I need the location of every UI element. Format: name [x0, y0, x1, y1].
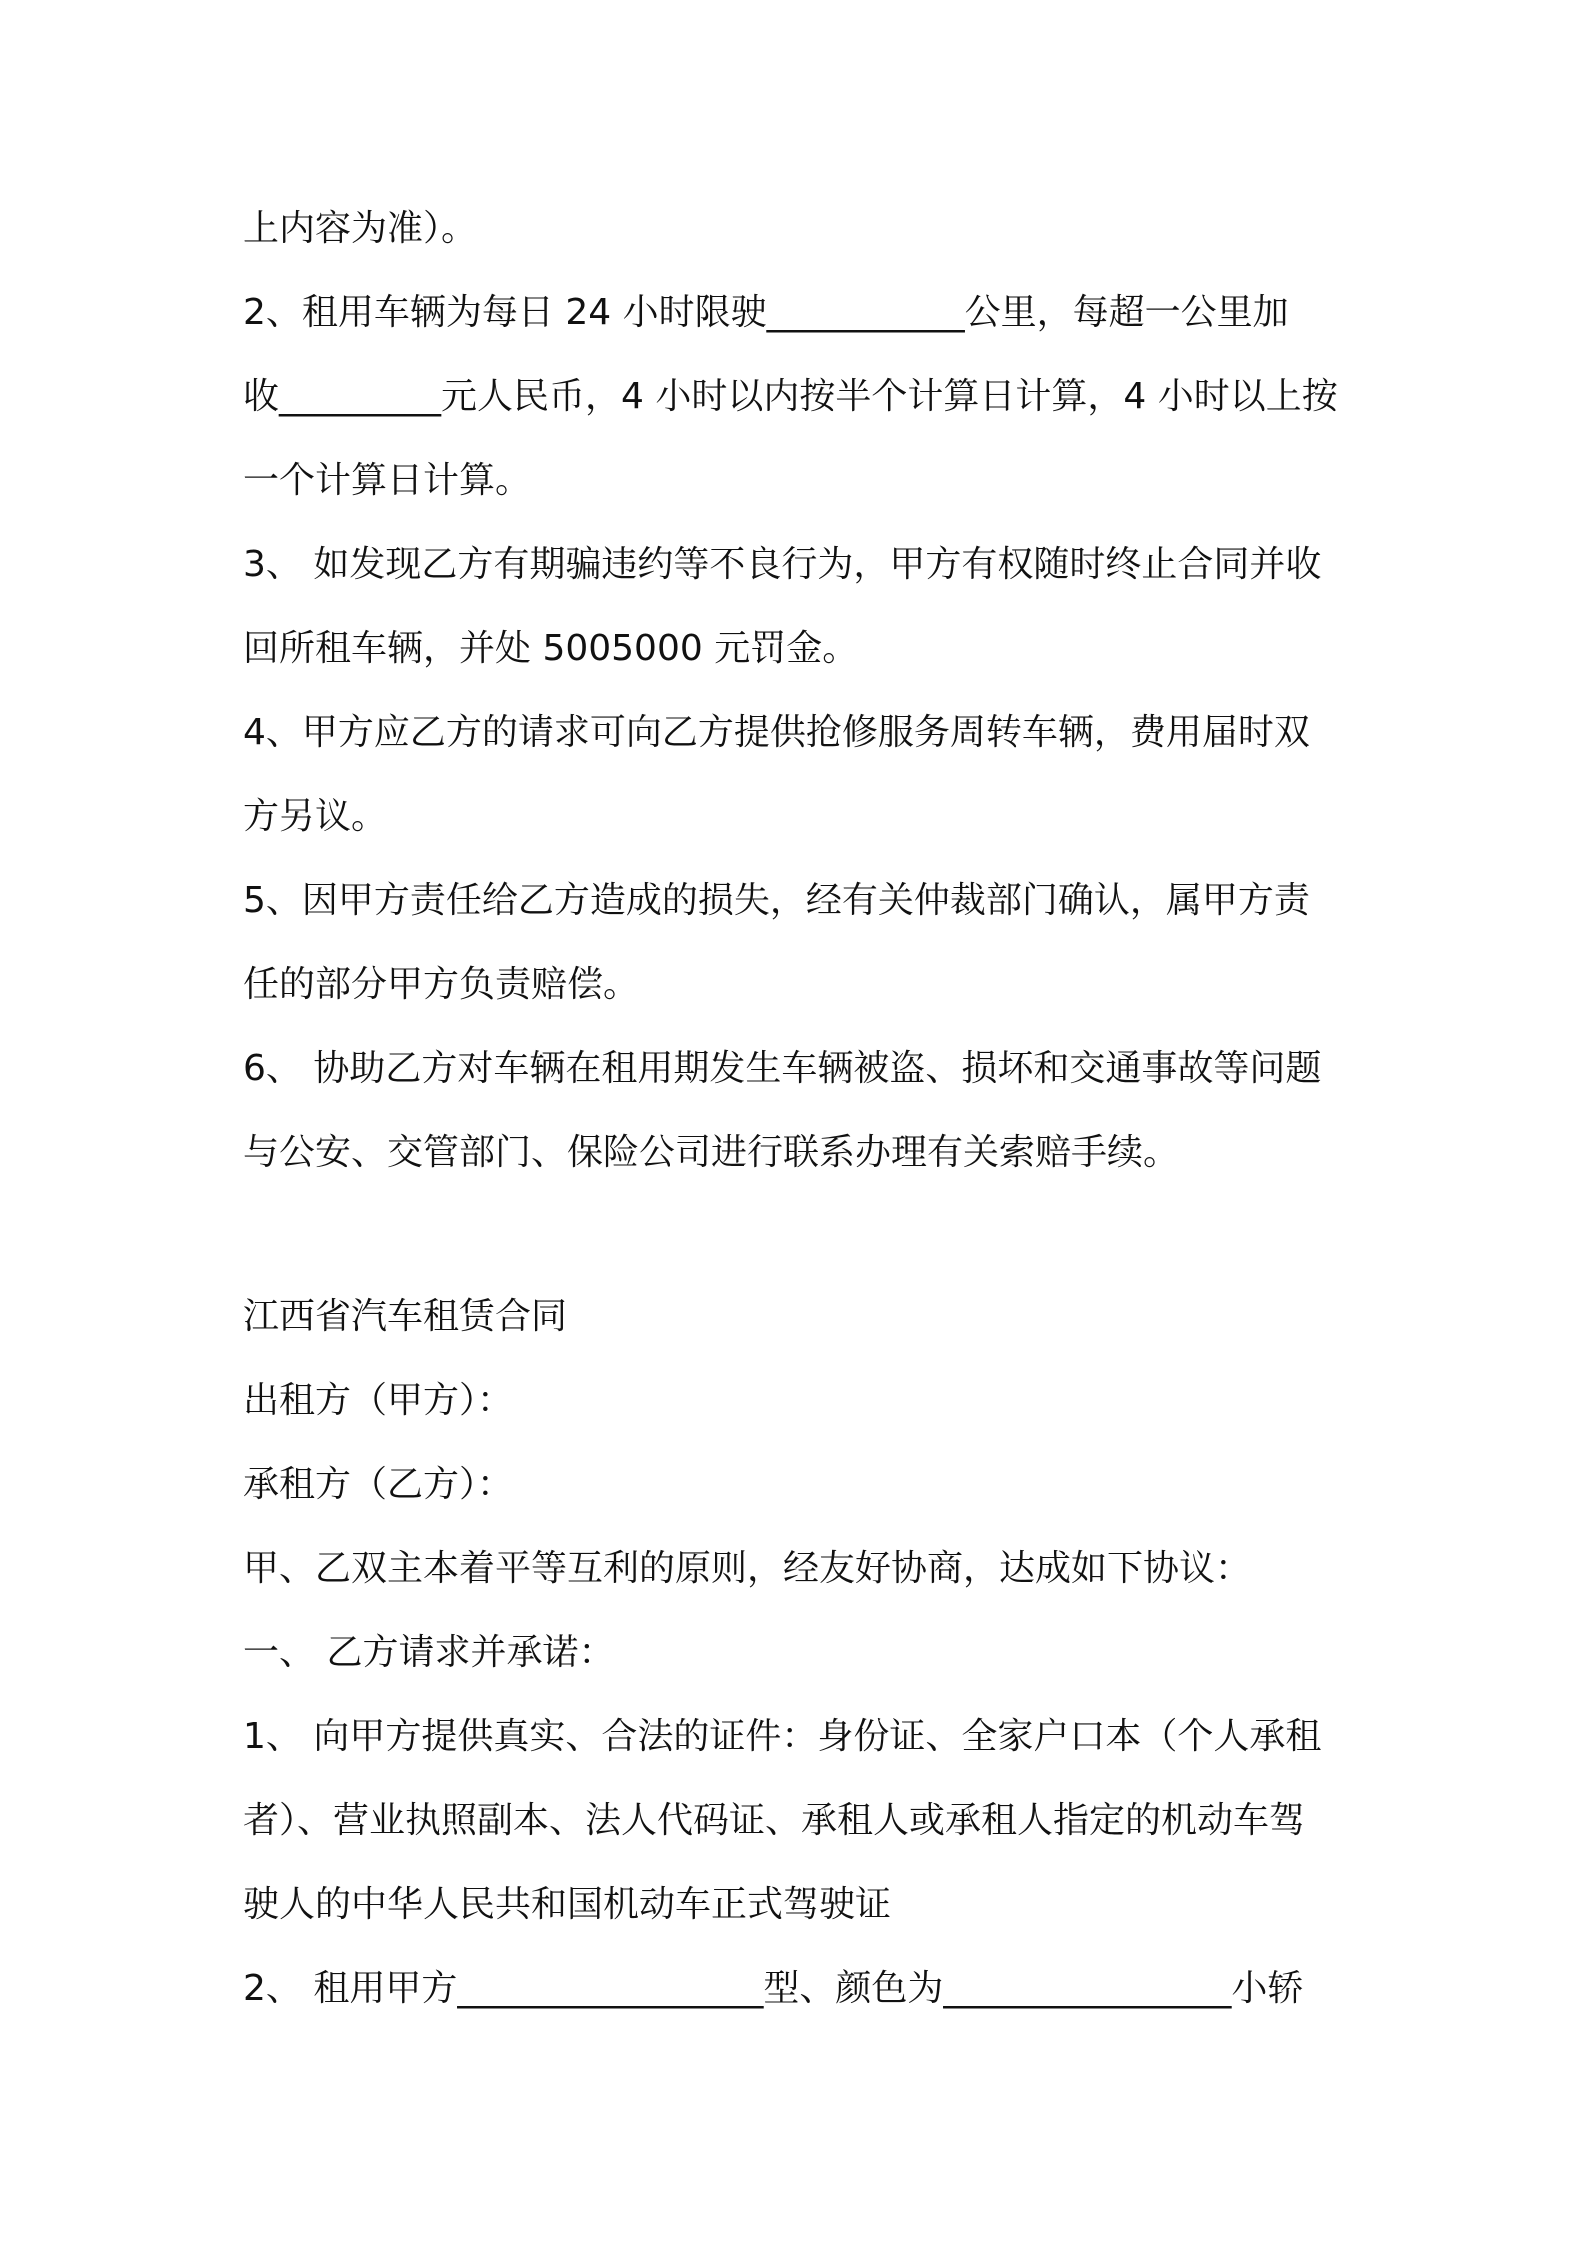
- lessor-label: 出租方（甲方）：: [243, 1380, 514, 1421]
- clause-2-line-2: 收_________元人民币，4 小时以内按半个计算日计算，4 小时以上按: [243, 376, 1338, 417]
- lessee-label: 承租方（乙方）：: [243, 1464, 514, 1505]
- clause-6-line-1: 6、 协助乙方对车辆在租用期发生车辆被盗、损坏和交通事故等问题: [243, 1048, 1322, 1089]
- clause-2-line-3: 一个计算日计算。: [243, 460, 532, 501]
- item-1-line-2: 者）、营业执照副本、法人代码证、承租人或承租人指定的机动车驾: [243, 1800, 1306, 1841]
- clause-4-line-1: 4、甲方应乙方的请求可向乙方提供抢修服务周转车辆，费用届时双: [243, 712, 1310, 753]
- clause-5-line-2: 任的部分甲方负责赔偿。: [243, 964, 640, 1005]
- clause-3-line-1: 3、 如发现乙方有期骗违约等不良行为，甲方有权随时终止合同并收: [243, 544, 1322, 585]
- clause-2-line-1: 2、租用车辆为每日 24 小时限驶___________公里，每超一公里加: [243, 292, 1289, 333]
- clause-5-line-1: 5、因甲方责任给乙方造成的损失，经有关仲裁部门确认，属甲方责: [243, 880, 1310, 921]
- clause-3-line-2: 回所租车辆，并处 5005000 元罚金。: [243, 628, 859, 669]
- item-2-line-1: 2、 租用甲方_________________型、颜色为________________小轿: [243, 1968, 1304, 2009]
- item-1-line-1: 1、 向甲方提供真实、合法的证件：身份证、全家户口本（个人承租: [243, 1716, 1322, 1757]
- clause-6-line-2: 与公安、交管部门、保险公司进行联系办理有关索赔手续。: [243, 1132, 1180, 1173]
- text-line-continuation: 上内容为准）。: [243, 208, 478, 249]
- section-1-heading: 一、 乙方请求并承诺：: [243, 1632, 615, 1673]
- agreement-intro: 甲、乙双主本着平等互利的原则，经友好协商，达成如下协议：: [243, 1548, 1252, 1589]
- contract-title: 江西省汽车租赁合同: [243, 1296, 568, 1337]
- clause-4-line-2: 方另议。: [243, 796, 388, 837]
- item-1-line-3: 驶人的中华人民共和国机动车正式驾驶证: [243, 1884, 892, 1925]
